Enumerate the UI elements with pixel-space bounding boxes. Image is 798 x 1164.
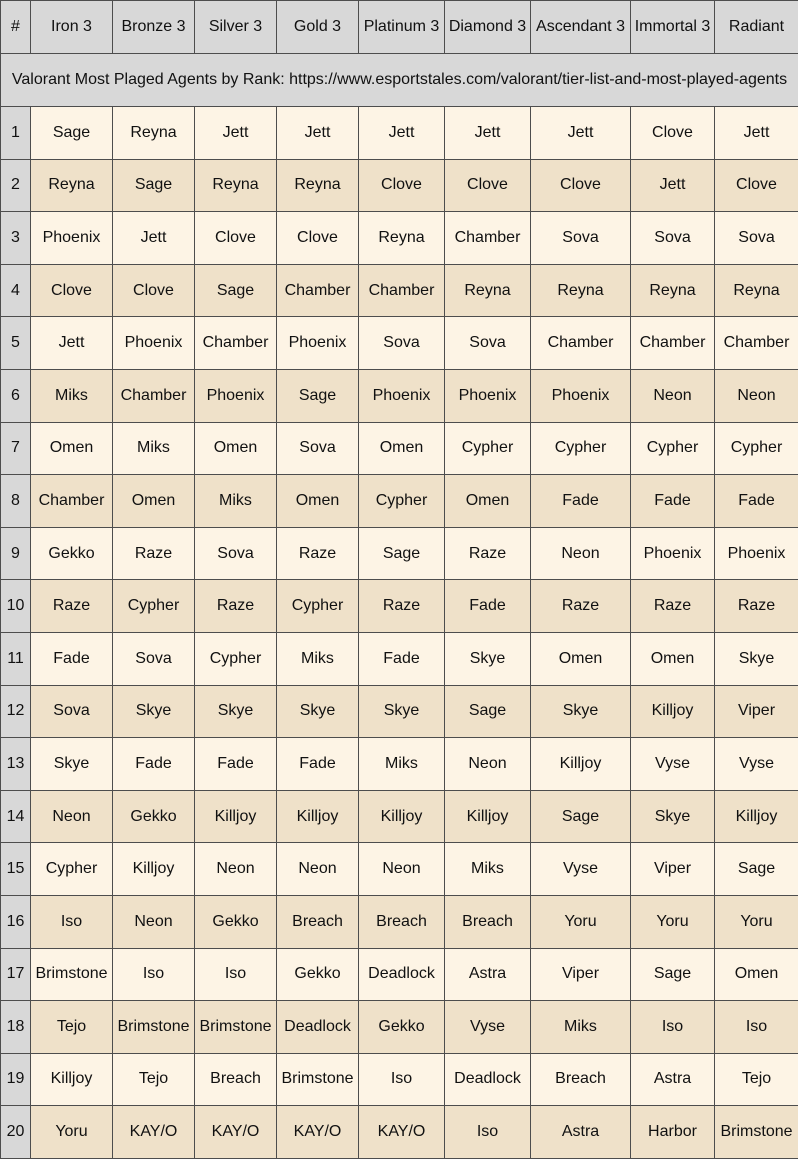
agent-cell-diamond: Omen: [445, 475, 531, 528]
agent-cell-immortal: Yoru: [631, 895, 715, 948]
agent-cell-ascendant: Vyse: [531, 843, 631, 896]
agent-cell-radiant: Raze: [715, 580, 798, 633]
agent-cell-gold: Raze: [277, 527, 359, 580]
agent-cell-silver: Clove: [195, 212, 277, 265]
agent-cell-diamond: Neon: [445, 738, 531, 791]
agent-cell-immortal: Omen: [631, 632, 715, 685]
agent-cell-ascendant: Yoru: [531, 895, 631, 948]
agent-cell-ascendant: Chamber: [531, 317, 631, 370]
agent-cell-bronze: Miks: [113, 422, 195, 475]
agent-cell-immortal: Neon: [631, 369, 715, 422]
rank-number: 3: [1, 212, 31, 265]
agent-cell-silver: Brimstone: [195, 1001, 277, 1054]
agent-cell-diamond: Sage: [445, 685, 531, 738]
agent-cell-immortal: Astra: [631, 1053, 715, 1106]
agent-cell-ascendant: Reyna: [531, 264, 631, 317]
agent-cell-diamond: Raze: [445, 527, 531, 580]
column-header-ascendant: Ascendant 3: [531, 1, 631, 54]
agent-cell-diamond: Phoenix: [445, 369, 531, 422]
table-row: [1, 369, 798, 422]
agent-cell-ascendant: Cypher: [531, 422, 631, 475]
column-header-rank: #: [1, 1, 31, 54]
agent-cell-iron: Gekko: [31, 527, 113, 580]
table-row: [1, 1001, 798, 1054]
agent-cell-bronze: Jett: [113, 212, 195, 265]
column-header-radiant: Radiant: [715, 1, 798, 54]
agent-cell-platinum: Sova: [359, 317, 445, 370]
agent-cell-ascendant: Viper: [531, 948, 631, 1001]
rank-number: 5: [1, 317, 31, 370]
agent-cell-immortal: Reyna: [631, 264, 715, 317]
agent-cell-iron: Yoru: [31, 1106, 113, 1159]
agent-cell-diamond: Fade: [445, 580, 531, 633]
rank-number: 17: [1, 948, 31, 1001]
table-row: [1, 1053, 798, 1106]
agent-cell-iron: Sova: [31, 685, 113, 738]
rank-number: 14: [1, 790, 31, 843]
agent-cell-bronze: Omen: [113, 475, 195, 528]
agent-cell-immortal: Phoenix: [631, 527, 715, 580]
rank-number: 20: [1, 1106, 31, 1159]
agent-cell-silver: Gekko: [195, 895, 277, 948]
agent-cell-ascendant: Astra: [531, 1106, 631, 1159]
agent-cell-immortal: Raze: [631, 580, 715, 633]
agent-cell-ascendant: Killjoy: [531, 738, 631, 791]
agent-cell-platinum: Neon: [359, 843, 445, 896]
agent-cell-iron: Clove: [31, 264, 113, 317]
agent-cell-gold: Neon: [277, 843, 359, 896]
agent-cell-ascendant: Sova: [531, 212, 631, 265]
rank-number: 9: [1, 527, 31, 580]
agent-cell-bronze: Gekko: [113, 790, 195, 843]
agent-cell-ascendant: Jett: [531, 107, 631, 160]
agent-cell-radiant: Reyna: [715, 264, 798, 317]
agent-cell-immortal: Iso: [631, 1001, 715, 1054]
table-row: [1, 948, 798, 1001]
agent-cell-diamond: Reyna: [445, 264, 531, 317]
agent-cell-radiant: Killjoy: [715, 790, 798, 843]
agent-cell-silver: Raze: [195, 580, 277, 633]
rank-number: 6: [1, 369, 31, 422]
agent-cell-silver: Chamber: [195, 317, 277, 370]
column-header-iron: Iron 3: [31, 1, 113, 54]
agent-cell-radiant: Cypher: [715, 422, 798, 475]
agent-cell-iron: Reyna: [31, 159, 113, 212]
rank-number: 7: [1, 422, 31, 475]
agent-cell-iron: Tejo: [31, 1001, 113, 1054]
agent-cell-diamond: Jett: [445, 107, 531, 160]
agent-cell-silver: Sage: [195, 264, 277, 317]
agent-cell-radiant: Clove: [715, 159, 798, 212]
agent-cell-immortal: Killjoy: [631, 685, 715, 738]
agent-cell-platinum: Cypher: [359, 475, 445, 528]
agent-cell-gold: Reyna: [277, 159, 359, 212]
table-row: [1, 159, 798, 212]
agent-cell-platinum: KAY/O: [359, 1106, 445, 1159]
agent-cell-radiant: Neon: [715, 369, 798, 422]
agent-cell-platinum: Gekko: [359, 1001, 445, 1054]
agent-cell-platinum: Miks: [359, 738, 445, 791]
agent-cell-silver: Cypher: [195, 632, 277, 685]
rank-number: 16: [1, 895, 31, 948]
agent-cell-radiant: Sage: [715, 843, 798, 896]
column-header-gold: Gold 3: [277, 1, 359, 54]
agent-cell-bronze: Skye: [113, 685, 195, 738]
agent-cell-iron: Omen: [31, 422, 113, 475]
agent-cell-platinum: Breach: [359, 895, 445, 948]
agent-cell-radiant: Fade: [715, 475, 798, 528]
agent-cell-diamond: Cypher: [445, 422, 531, 475]
agent-cell-platinum: Omen: [359, 422, 445, 475]
agent-cell-iron: Neon: [31, 790, 113, 843]
agent-cell-gold: Killjoy: [277, 790, 359, 843]
agent-cell-gold: Sova: [277, 422, 359, 475]
agent-cell-immortal: Clove: [631, 107, 715, 160]
agent-cell-silver: Breach: [195, 1053, 277, 1106]
agent-cell-silver: Killjoy: [195, 790, 277, 843]
agent-cell-immortal: Viper: [631, 843, 715, 896]
rank-number: 8: [1, 475, 31, 528]
agent-cell-iron: Chamber: [31, 475, 113, 528]
agent-cell-gold: Clove: [277, 212, 359, 265]
agent-cell-platinum: Chamber: [359, 264, 445, 317]
agent-cell-radiant: Omen: [715, 948, 798, 1001]
agent-cell-diamond: Deadlock: [445, 1053, 531, 1106]
agent-cell-ascendant: Raze: [531, 580, 631, 633]
column-header-diamond: Diamond 3: [445, 1, 531, 54]
agent-cell-bronze: Fade: [113, 738, 195, 791]
agent-cell-gold: Miks: [277, 632, 359, 685]
agent-cell-immortal: Sage: [631, 948, 715, 1001]
agent-cell-bronze: Neon: [113, 895, 195, 948]
agent-cell-silver: Iso: [195, 948, 277, 1001]
agent-cell-iron: Brimstone: [31, 948, 113, 1001]
agent-cell-radiant: Tejo: [715, 1053, 798, 1106]
table-row: [1, 264, 798, 317]
table-body: [1, 54, 798, 1159]
agent-cell-diamond: Clove: [445, 159, 531, 212]
agent-cell-gold: Deadlock: [277, 1001, 359, 1054]
rank-number: 18: [1, 1001, 31, 1054]
agent-cell-gold: Breach: [277, 895, 359, 948]
agent-cell-bronze: Cypher: [113, 580, 195, 633]
rank-number: 15: [1, 843, 31, 896]
agent-cell-immortal: Skye: [631, 790, 715, 843]
agent-cell-radiant: Chamber: [715, 317, 798, 370]
agent-cell-platinum: Fade: [359, 632, 445, 685]
agent-cell-iron: Phoenix: [31, 212, 113, 265]
agent-cell-ascendant: Fade: [531, 475, 631, 528]
agent-cell-radiant: Phoenix: [715, 527, 798, 580]
column-header-bronze: Bronze 3: [113, 1, 195, 54]
agent-cell-diamond: Vyse: [445, 1001, 531, 1054]
table-row: [1, 1106, 798, 1159]
agent-cell-bronze: Chamber: [113, 369, 195, 422]
table-row: [1, 580, 798, 633]
agent-cell-diamond: Iso: [445, 1106, 531, 1159]
agent-cell-iron: Raze: [31, 580, 113, 633]
table-row: [1, 422, 798, 475]
agent-cell-iron: Killjoy: [31, 1053, 113, 1106]
agent-cell-silver: Reyna: [195, 159, 277, 212]
source-row: [1, 54, 798, 107]
agent-cell-diamond: Killjoy: [445, 790, 531, 843]
agent-cell-gold: Gekko: [277, 948, 359, 1001]
agent-cell-platinum: Skye: [359, 685, 445, 738]
agent-cell-silver: KAY/O: [195, 1106, 277, 1159]
table-row: [1, 738, 798, 791]
agent-cell-diamond: Chamber: [445, 212, 531, 265]
agent-cell-silver: Omen: [195, 422, 277, 475]
rank-number: 11: [1, 632, 31, 685]
agent-cell-silver: Jett: [195, 107, 277, 160]
agent-cell-ascendant: Breach: [531, 1053, 631, 1106]
agent-cell-bronze: Tejo: [113, 1053, 195, 1106]
table-row: [1, 790, 798, 843]
agent-cell-radiant: Brimstone: [715, 1106, 798, 1159]
agent-cell-diamond: Sova: [445, 317, 531, 370]
agent-cell-immortal: Cypher: [631, 422, 715, 475]
agent-cell-immortal: Fade: [631, 475, 715, 528]
agent-cell-bronze: Clove: [113, 264, 195, 317]
table-row: [1, 843, 798, 896]
table-row: [1, 685, 798, 738]
agent-cell-gold: Cypher: [277, 580, 359, 633]
agent-cell-ascendant: Neon: [531, 527, 631, 580]
agent-cell-gold: Chamber: [277, 264, 359, 317]
rank-number: 4: [1, 264, 31, 317]
agent-cell-gold: Phoenix: [277, 317, 359, 370]
column-header-platinum: Platinum 3: [359, 1, 445, 54]
agent-cell-iron: Fade: [31, 632, 113, 685]
agent-cell-radiant: Viper: [715, 685, 798, 738]
source-text: Valorant Most Plaged Agents by Rank: https://www.esportstales.com/valorant/tier-list-and-most-played-agents: [1, 54, 798, 107]
agent-cell-radiant: Sova: [715, 212, 798, 265]
table-row: [1, 527, 798, 580]
agent-cell-gold: Fade: [277, 738, 359, 791]
header-row: [1, 1, 798, 54]
agent-cell-iron: Iso: [31, 895, 113, 948]
agent-cell-platinum: Iso: [359, 1053, 445, 1106]
agent-cell-immortal: Sova: [631, 212, 715, 265]
agent-cell-platinum: Clove: [359, 159, 445, 212]
agent-cell-platinum: Reyna: [359, 212, 445, 265]
agent-cell-iron: Cypher: [31, 843, 113, 896]
agent-cell-bronze: Reyna: [113, 107, 195, 160]
agent-cell-diamond: Breach: [445, 895, 531, 948]
agent-cell-platinum: Deadlock: [359, 948, 445, 1001]
agent-cell-bronze: Raze: [113, 527, 195, 580]
agent-cell-diamond: Miks: [445, 843, 531, 896]
table-row: [1, 317, 798, 370]
agent-cell-gold: Sage: [277, 369, 359, 422]
rank-number: 12: [1, 685, 31, 738]
rank-number: 2: [1, 159, 31, 212]
agent-cell-silver: Phoenix: [195, 369, 277, 422]
agent-cell-platinum: Jett: [359, 107, 445, 160]
agent-cell-iron: Miks: [31, 369, 113, 422]
agent-cell-diamond: Skye: [445, 632, 531, 685]
agent-cell-bronze: Killjoy: [113, 843, 195, 896]
agent-cell-silver: Fade: [195, 738, 277, 791]
agent-cell-platinum: Raze: [359, 580, 445, 633]
agent-cell-radiant: Iso: [715, 1001, 798, 1054]
agent-cell-bronze: KAY/O: [113, 1106, 195, 1159]
agent-cell-immortal: Vyse: [631, 738, 715, 791]
agent-cell-radiant: Vyse: [715, 738, 798, 791]
agent-cell-ascendant: Sage: [531, 790, 631, 843]
agent-cell-gold: Omen: [277, 475, 359, 528]
agent-cell-ascendant: Clove: [531, 159, 631, 212]
agent-cell-immortal: Jett: [631, 159, 715, 212]
column-header-immortal: Immortal 3: [631, 1, 715, 54]
agent-cell-bronze: Sage: [113, 159, 195, 212]
agent-cell-radiant: Yoru: [715, 895, 798, 948]
agent-cell-silver: Miks: [195, 475, 277, 528]
agent-cell-gold: KAY/O: [277, 1106, 359, 1159]
agent-cell-gold: Jett: [277, 107, 359, 160]
agent-cell-ascendant: Miks: [531, 1001, 631, 1054]
agent-cell-gold: Brimstone: [277, 1053, 359, 1106]
column-header-silver: Silver 3: [195, 1, 277, 54]
table-row: [1, 212, 798, 265]
table-row: [1, 475, 798, 528]
agent-cell-platinum: Sage: [359, 527, 445, 580]
agent-cell-ascendant: Phoenix: [531, 369, 631, 422]
agent-cell-iron: Sage: [31, 107, 113, 160]
agent-cell-radiant: Skye: [715, 632, 798, 685]
agent-cell-diamond: Astra: [445, 948, 531, 1001]
agent-cell-iron: Jett: [31, 317, 113, 370]
agent-cell-ascendant: Omen: [531, 632, 631, 685]
agent-cell-platinum: Phoenix: [359, 369, 445, 422]
agent-cell-gold: Skye: [277, 685, 359, 738]
agent-cell-bronze: Iso: [113, 948, 195, 1001]
agent-cell-immortal: Chamber: [631, 317, 715, 370]
rank-number: 10: [1, 580, 31, 633]
agent-cell-immortal: Harbor: [631, 1106, 715, 1159]
agent-cell-radiant: Jett: [715, 107, 798, 160]
agent-cell-silver: Sova: [195, 527, 277, 580]
agent-cell-bronze: Phoenix: [113, 317, 195, 370]
agent-cell-silver: Skye: [195, 685, 277, 738]
agent-cell-platinum: Killjoy: [359, 790, 445, 843]
agent-cell-ascendant: Skye: [531, 685, 631, 738]
table-row: [1, 895, 798, 948]
rank-number: 13: [1, 738, 31, 791]
agent-cell-silver: Neon: [195, 843, 277, 896]
table-row: [1, 632, 798, 685]
table-row: [1, 107, 798, 160]
agent-cell-iron: Skye: [31, 738, 113, 791]
rank-number: 1: [1, 107, 31, 160]
agent-cell-bronze: Brimstone: [113, 1001, 195, 1054]
agent-cell-bronze: Sova: [113, 632, 195, 685]
rank-number: 19: [1, 1053, 31, 1106]
